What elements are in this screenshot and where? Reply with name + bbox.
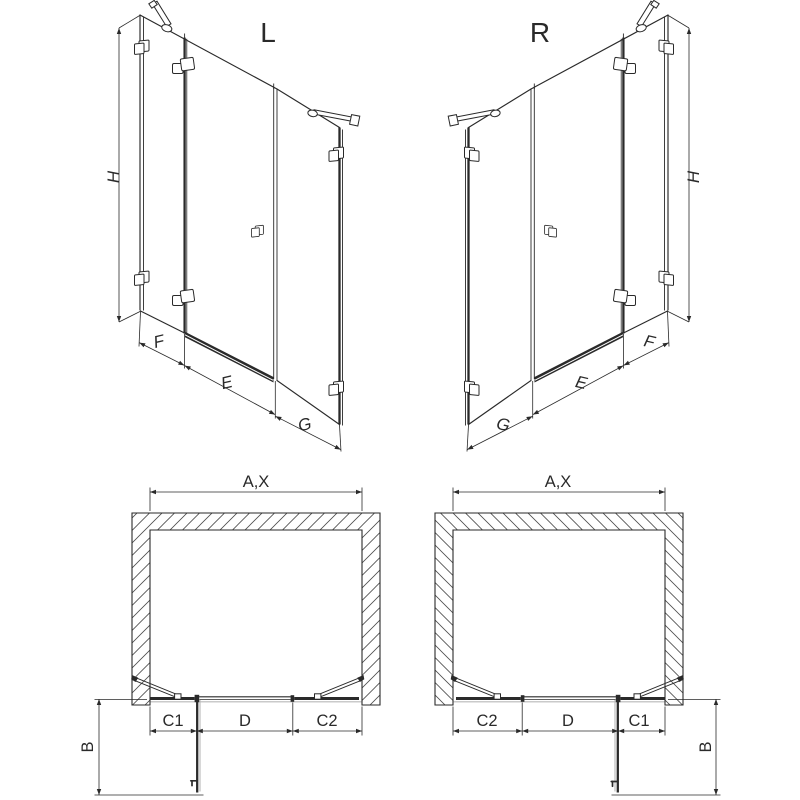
elevation-view-right xyxy=(448,0,691,451)
variant-label-right: R xyxy=(529,17,551,48)
dim-label-c1-left-plan: C1 xyxy=(162,712,184,730)
dim-label-g-left: G xyxy=(296,413,314,436)
dim-label-c2-left-plan: C2 xyxy=(316,712,338,730)
height-dim-label-right: H xyxy=(684,170,703,184)
total-width-label-right-plan: A,X xyxy=(544,473,572,491)
plan-view-left xyxy=(95,488,381,796)
elevation-view-left xyxy=(117,0,360,451)
height-dim-label-left: H xyxy=(104,170,123,184)
dim-label-f-left: F xyxy=(151,331,166,353)
depth-dim-label-right-plan: B xyxy=(697,741,715,753)
variant-label-left: L xyxy=(260,17,276,48)
dim-label-g-right: G xyxy=(494,413,512,436)
dim-label-c2-right-plan: C2 xyxy=(476,712,498,730)
dim-label-e-right: E xyxy=(573,372,589,394)
total-width-label-left-plan: A,X xyxy=(242,473,270,491)
plan-view-right xyxy=(435,488,721,796)
dim-label-d-right-plan: D xyxy=(562,712,574,730)
dim-label-f-right: F xyxy=(642,331,657,353)
dim-label-c1-right-plan: C1 xyxy=(628,712,650,730)
dim-label-e-left: E xyxy=(219,372,235,394)
depth-dim-label-left-plan: B xyxy=(79,741,97,753)
dim-label-d-left-plan: D xyxy=(239,712,251,730)
